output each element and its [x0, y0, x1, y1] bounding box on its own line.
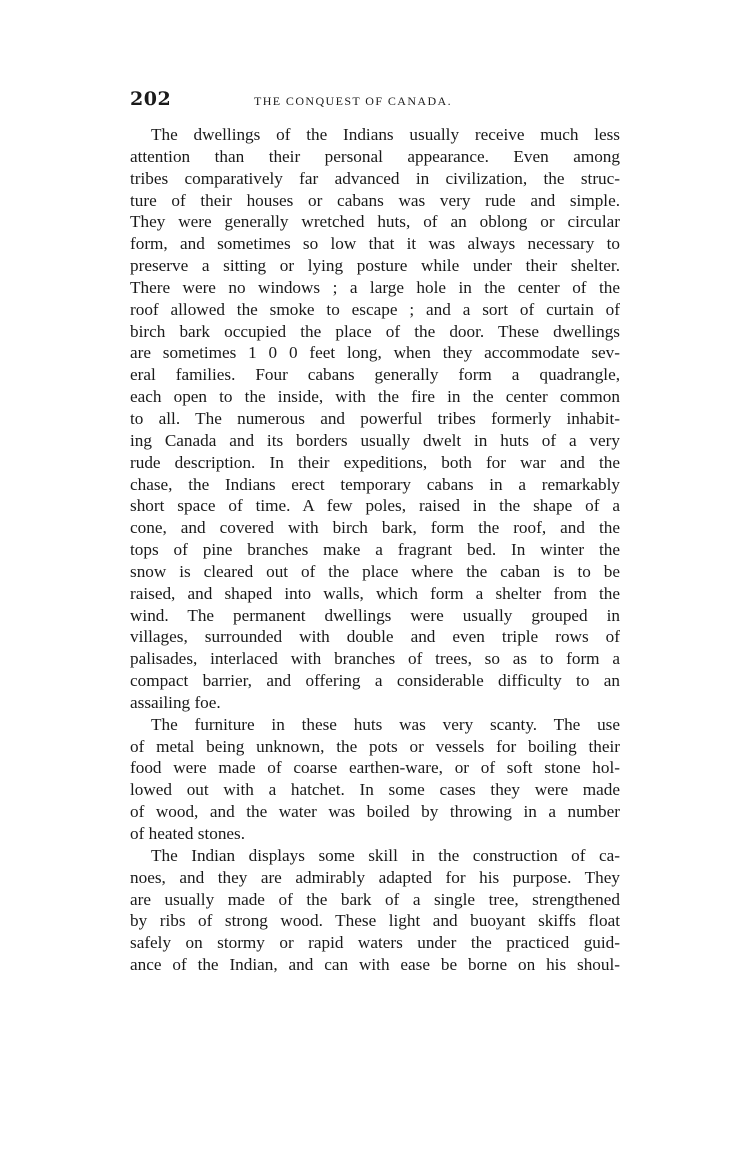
text-line: tribes comparatively far advanced in civilization, the struc- [130, 168, 620, 188]
text-line: The Indian displays some skill in the construction of ca- [151, 845, 620, 865]
text-line: They were generally wretched huts, of an oblong or circular [130, 212, 620, 232]
text-line: cone, and covered with birch bark, form the roof, and the [130, 518, 620, 538]
text-line: of heated stones. [130, 824, 246, 843]
text-line: The dwellings of the Indians usually receive much less [151, 125, 620, 144]
text-line: each open to the inside, with the fire in the center common [130, 387, 620, 407]
text-line: wind. The permanent dwellings were usually grouped in [130, 605, 620, 625]
book-page [130, 88, 620, 976]
text-line: preserve a sitting or lying posture while under their shelter. [130, 256, 620, 276]
text-line: noes, and they are admirably adapted for his purpose. They [130, 867, 620, 887]
text-line: ance of the Indian, and can with ease be borne on his shoul- [130, 955, 620, 975]
text-line: rude description. In their expeditions, both for war and the [130, 452, 620, 472]
text-line: lowed out with a hatchet. In some cases they were made [130, 780, 620, 800]
text-line: raised, and shaped into walls, which form a shelter from the [130, 583, 620, 603]
text-line: villages, surrounded with double and even triple rows of [130, 627, 620, 647]
text-line: chase, the Indians erect temporary cabans in a remarkably [130, 474, 620, 494]
running-head [130, 88, 620, 112]
text-line: safely on stormy or rapid waters under the practiced guid- [130, 933, 620, 953]
text-line: ture of their houses or cabans was very rude and simple. [130, 190, 620, 210]
body-text [130, 124, 620, 976]
text-line: by ribs of strong wood. These light and buoyant skiffs float [130, 911, 620, 931]
text-line: are sometimes 1 0 0 feet long, when they accommodate sev- [130, 343, 620, 363]
text-line: eral families. Four cabans generally form a quadrangle, [130, 365, 620, 385]
page-number: 202 [130, 88, 172, 110]
text-line: attention than their personal appearance. Even among [130, 146, 620, 166]
text-line: ing Canada and its borders usually dwelt in huts of a very [130, 430, 620, 450]
text-line: snow is cleared out of the place where the caban is to be [130, 561, 620, 581]
text-line: of wood, and the water was boiled by throwing in a number [130, 802, 620, 822]
text-line: tops of pine branches make a fragrant bed. In winter the [130, 540, 620, 560]
text-line: compact barrier, and offering a considerable difficulty to an [130, 671, 620, 691]
text-line: birch bark occupied the place of the door. These dwellings [130, 321, 620, 341]
text-line: of metal being unknown, the pots or vessels for boiling their [130, 736, 620, 756]
running-title: THE CONQUEST OF CANADA. [254, 94, 452, 108]
text-line: There were no windows ; a large hole in the center of the [130, 277, 620, 297]
text-line: food were made of coarse earthen-ware, or of soft stone hol- [130, 758, 620, 778]
text-line: palisades, interlaced with branches of trees, so as to form a [130, 649, 620, 669]
text-line: form, and sometimes so low that it was always necessary to [130, 234, 620, 254]
text-line: assailing foe. [130, 692, 221, 712]
text-line: to all. The numerous and powerful tribes formerly inhabit- [130, 408, 620, 428]
text-line: short space of time. A few poles, raised in the shape of a [130, 496, 620, 516]
text-line: The furniture in these huts was very scanty. The use [151, 714, 620, 734]
text-line: roof allowed the smoke to escape ; and a sort of curtain of [130, 299, 620, 319]
text-line: are usually made of the bark of a single tree, strengthened [130, 889, 620, 909]
